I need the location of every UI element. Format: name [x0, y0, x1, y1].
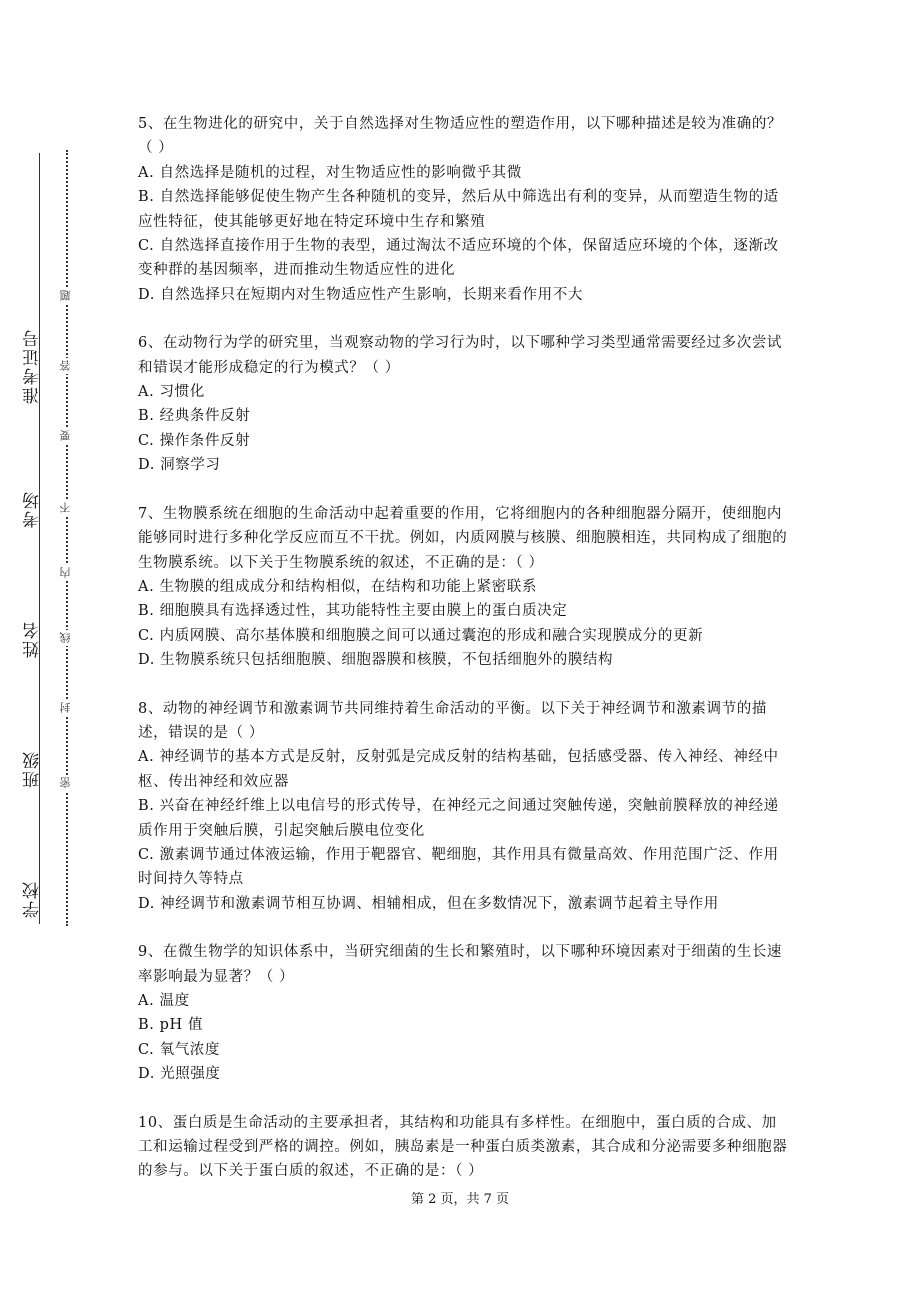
- question-stem: 7、生物膜系统在细胞的生命活动中起着重要的作用，它将细胞内的各种细胞器分隔开，使细胞内能够同时进行多种化学反应而互不干扰。例如，内质网膜与核膜、细胞膜相连，共同构成了细胞的生物膜系统。以下关于生物膜系统的叙述，不正确的是：（ ）: [138, 505, 788, 571]
- option-d: D. 洞察学习: [138, 457, 221, 474]
- option-d: D. 生物膜系统只包括细胞膜、细胞器膜和核膜，不包括细胞外的膜结构: [138, 652, 614, 669]
- option-a: A. 温度: [138, 993, 190, 1009]
- binding-mark: 线: [58, 630, 74, 646]
- option-b: B. pH 值: [138, 1017, 204, 1034]
- binding-label-class: 班级: [23, 750, 43, 788]
- question-9: [138, 940, 788, 1086]
- page-footer: 第 2 页，共 7 页: [410, 1192, 510, 1207]
- option-c: C. 内质网膜、高尔基体膜和细胞膜之间可以通过囊泡的形成和融合实现膜成分的更新: [138, 627, 704, 644]
- binding-mark: 题: [58, 288, 74, 304]
- binding-strip: [0, 0, 90, 1302]
- option-b: B. 自然选择能够促使生物产生各种随机的变异，然后从中筛选出有利的变异，从而塑造生物的适应性特征，使其能够更好地在特定环境中生存和繁殖: [138, 189, 779, 230]
- question-stem: 6、在动物行为学的研究里，当观察动物的学习行为时，以下哪种学习类型通常需要经过多次尝试和错误才能形成稳定的行为模式？（ ）: [138, 335, 783, 376]
- option-d: D. 自然选择只在短期内对生物适应性产生影响，长期来看作用不大: [138, 286, 583, 303]
- option-c: C. 氧气浓度: [138, 1041, 220, 1058]
- option-b: B. 经典条件反射: [138, 408, 251, 425]
- question-stem: 5、在生物进化的研究中，关于自然选择对生物适应性的塑造作用，以下哪种描述是较为准确的？（ ）: [138, 116, 783, 157]
- option-c: C. 自然选择直接作用于生物的表型，通过淘汰不适应环境的个体，保留适应环境的个体，逐渐改变种群的基因频率，进而推动生物适应性的进化: [138, 238, 779, 279]
- binding-solid-line: [39, 153, 40, 924]
- option-d: D. 光照强度: [138, 1066, 221, 1083]
- binding-label-name: 姓名: [23, 620, 43, 658]
- option-a: A. 习惯化: [138, 384, 205, 401]
- binding-label-room: 考场: [23, 490, 43, 528]
- binding-mark: 封: [58, 700, 74, 716]
- question-stem: 10、蛋白质是生命活动的主要承担者，其结构和功能具有多样性。在细胞中，蛋白质的合成、加工和运输过程受到严格的调控。例如，胰岛素是一种蛋白质类激素，其合成和分泌需要多种细胞器的参与。以下关于蛋白质的叙述，不正确的是：（ ）: [138, 1114, 788, 1180]
- binding-mark: 密: [58, 775, 74, 791]
- option-b: B. 细胞膜具有选择透过性，其功能特性主要由膜上的蛋白质决定: [138, 603, 568, 620]
- binding-mark: 答: [58, 358, 74, 374]
- question-stem: 9、在微生物学的知识体系中，当研究细菌的生长和繁殖时，以下哪种环境因素对于细菌的生长速率影响最为显著？（ ）: [138, 944, 783, 985]
- question-stem: 8、动物的神经调节和激素调节共同维持着生命活动的平衡。以下关于神经调节和激素调节的描述，错误的是（ ）: [138, 700, 767, 741]
- question-6: [138, 331, 788, 477]
- question-8: [138, 697, 788, 917]
- option-c: C. 操作条件反射: [138, 432, 251, 449]
- question-5: [138, 112, 788, 307]
- option-a: A. 自然选择是随机的过程，对生物适应性的影响微乎其微: [138, 164, 522, 181]
- binding-mark: 不: [58, 500, 74, 516]
- binding-mark: 内: [58, 565, 74, 581]
- question-10: [138, 1111, 788, 1184]
- option-a: A. 生物膜的组成成分和结构相似，在结构和功能上紧密联系: [138, 578, 537, 595]
- question-7: [138, 502, 788, 673]
- binding-label-school: 学校: [23, 880, 43, 918]
- binding-dotted-line: [66, 150, 68, 926]
- question-list: [138, 112, 788, 1208]
- option-a: A. 神经调节的基本方式是反射，反射弧是完成反射的结构基础，包括感受器、传入神经、神经中枢、传出神经和效应器: [138, 749, 779, 790]
- option-c: C. 激素调节通过体液运输，作用于靶器官、靶细胞，其作用具有微量高效、作用范围广泛、作用时间持久等特点: [138, 846, 779, 888]
- option-b: B. 兴奋在神经纤维上以电信号的形式传导，在神经元之间通过突触传递，突触前膜释放的神经递质作用于突触后膜，引起突触后膜电位变化: [138, 798, 779, 839]
- binding-mark: 要: [58, 428, 74, 444]
- option-d: D. 神经调节和激素调节相互协调、相辅相成，但在多数情况下，激素调节起着主导作用: [138, 895, 719, 912]
- binding-label-ticket: 准考证号: [23, 328, 43, 404]
